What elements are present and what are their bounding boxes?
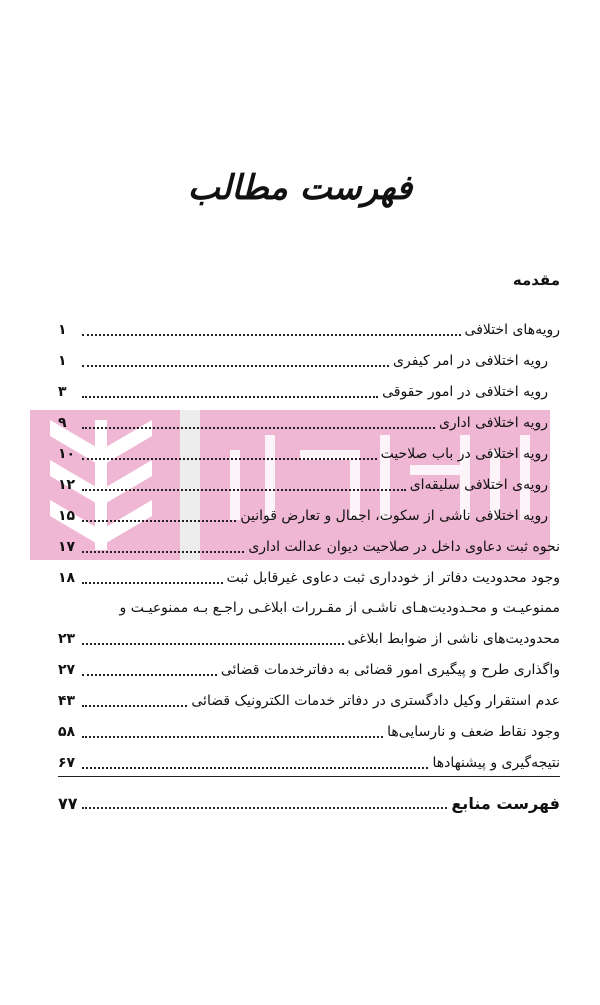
references-page: ۷۷ bbox=[58, 793, 78, 813]
toc-entry-label: محدودیت‌های ناشی از ضوابط ابلاغی bbox=[347, 630, 560, 647]
toc-entry[interactable] bbox=[58, 531, 560, 562]
toc-entry-label: رویه اختلافی در امر کیفری bbox=[393, 352, 548, 369]
toc-entry-label: نتیجه‌گیری و پیشنهادها bbox=[432, 754, 560, 771]
toc-entry[interactable] bbox=[58, 376, 560, 407]
toc-entry[interactable] bbox=[58, 685, 560, 716]
table-of-contents bbox=[58, 314, 560, 778]
dot-leader bbox=[82, 520, 236, 522]
toc-entry-page: ۳ bbox=[58, 383, 67, 400]
dot-leader bbox=[82, 365, 389, 367]
toc-entry-label: نحوه ثبت دعاوی داخل در صلاحیت دیوان عدالت اداری bbox=[248, 538, 560, 555]
references-label: فهرست منابع bbox=[451, 793, 560, 813]
toc-entry-page: ۱۸ bbox=[58, 569, 76, 586]
toc-entry-page: ۲۳ bbox=[58, 630, 76, 647]
toc-entry[interactable] bbox=[58, 593, 560, 623]
toc-entry[interactable] bbox=[58, 500, 560, 531]
dot-leader bbox=[82, 674, 217, 676]
dot-leader bbox=[82, 427, 435, 429]
toc-entry[interactable] bbox=[58, 716, 560, 747]
dot-leader bbox=[82, 767, 428, 769]
toc-entry[interactable] bbox=[58, 438, 560, 469]
divider bbox=[58, 776, 560, 777]
toc-entry[interactable] bbox=[58, 314, 560, 345]
toc-entry[interactable] bbox=[58, 623, 560, 654]
toc-entry-page: ۶۷ bbox=[58, 754, 76, 771]
toc-entry-page: ۱۷ bbox=[58, 538, 76, 555]
toc-entry-label: وجود محدودیت دفاتر از خودداری ثبت دعاوی غیرقابل ثبت bbox=[226, 569, 560, 586]
toc-entry-label: ممنوعیـت و محـدودیت‌هـای ناشـی از مقـررات ابلاغـی راجـع بـه ممنوعیـت و bbox=[119, 600, 560, 616]
dot-leader bbox=[82, 551, 244, 553]
dot-leader bbox=[82, 582, 223, 584]
dot-leader bbox=[82, 705, 187, 707]
toc-entry-label: رویه اختلافی در امور حقوقی bbox=[382, 383, 548, 400]
dot-leader bbox=[82, 643, 344, 645]
toc-entry-label: رویه‌های اختلافی bbox=[464, 321, 560, 338]
toc-entry-label: وجود نقاط ضعف و نارسایی‌ها bbox=[387, 723, 560, 740]
dot-leader bbox=[82, 489, 406, 491]
toc-entry-page: ۹ bbox=[58, 414, 67, 431]
toc-entry-page: ۱۵ bbox=[58, 507, 76, 524]
toc-entry-label: رویه اختلافی در باب صلاحیت bbox=[380, 445, 548, 462]
toc-entry[interactable] bbox=[58, 747, 560, 778]
dot-leader bbox=[82, 458, 377, 460]
toc-entry-label: واگذاری طرح و پیگیری امور قضائی به دفاترخدمات قضائی bbox=[220, 661, 560, 678]
toc-entry-page: ۴۳ bbox=[58, 692, 76, 709]
toc-entry-page: ۵۸ bbox=[58, 723, 76, 740]
page-title: فهرست مطالب bbox=[187, 168, 413, 208]
toc-entry-page: ۱ bbox=[58, 321, 67, 338]
toc-entry-page: ۱۲ bbox=[58, 476, 76, 493]
toc-entry-page: ۱ bbox=[58, 352, 67, 369]
toc-entry[interactable] bbox=[58, 654, 560, 685]
toc-entry[interactable] bbox=[58, 562, 560, 593]
references-entry[interactable] bbox=[58, 788, 560, 818]
toc-entry[interactable] bbox=[58, 469, 560, 500]
dot-leader bbox=[82, 807, 448, 809]
toc-entry-label: رویه اختلافی ناشی از سکوت، اجمال و تعارض قوانین bbox=[240, 507, 548, 524]
toc-entry-label: رویه‌ی اختلافی سلیقه‌ای bbox=[409, 476, 548, 493]
dot-leader bbox=[82, 736, 383, 738]
toc-entry-label: عدم استقرار وکیل دادگستری در دفاتر خدمات الکترونیک قضائی bbox=[191, 692, 560, 709]
section-heading: مقدمه bbox=[512, 271, 560, 289]
dot-leader bbox=[82, 396, 378, 398]
toc-entry-page: ۲۷ bbox=[58, 661, 76, 678]
toc-entry-page: ۱۰ bbox=[58, 445, 76, 462]
toc-entry-label: رویه اختلافی اداری bbox=[438, 414, 548, 431]
toc-entry[interactable] bbox=[58, 407, 560, 438]
toc-entry[interactable] bbox=[58, 345, 560, 376]
dot-leader bbox=[82, 334, 461, 336]
